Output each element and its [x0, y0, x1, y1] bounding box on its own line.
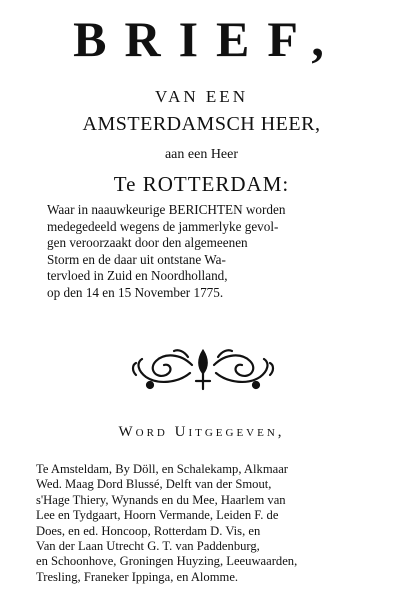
publisher-line: s'Hage Thiery, Wynands en du Mee, Haarlem van: [36, 492, 286, 507]
description-line: gen veroorzaakt door den algemeenen: [47, 235, 248, 250]
description-line: tervloed in Zuid en Noordholland,: [47, 268, 228, 283]
description-line: Waar in naauwkeurige BERICHTEN worden: [47, 202, 286, 217]
publisher-line: Van der Laan Utrecht G. T. van Paddenburg,: [36, 539, 260, 554]
subtitle-heer: AMSTERDAMSCH HEER,: [82, 113, 321, 135]
subtitle-van-een: VAN EEN: [155, 87, 248, 106]
publisher-line: Does, en ed. Honcoop, Rotterdam D. Vis, en: [36, 523, 261, 538]
publisher-line: en Schoonhove, Groningen Huyzing, Leeuwaarden,: [36, 554, 298, 569]
description-line: medegedeeld wegens de jammerlyke gevol-: [47, 218, 279, 234]
word-uitgegeven: Word Uitgegeven,: [118, 424, 285, 440]
description-line: Storm en de daar uit ontstane Wa-: [47, 251, 226, 267]
description-line: op den 14 en 15 November 1775.: [47, 284, 224, 300]
publisher-line: Lee en Tydgaart, Hoorn Vermande, Leiden F. de: [36, 508, 279, 523]
subtitle-aan: aan een Heer: [164, 147, 239, 162]
description: [47, 202, 367, 301]
publisher-line: Wed. Maag Dord Blussé, Delft van der Smout,: [36, 477, 272, 492]
subtitle-city: Te ROTTERDAM:: [113, 172, 290, 196]
ornament-icon: [128, 345, 278, 393]
publisher-line: Te Amsteldam, By Döll, en Schalekamp, Alkmaar: [36, 462, 288, 476]
title: BRIEF,: [73, 11, 342, 67]
publisher-line: Tresling, Franeker Ippinga, en Alomme.: [36, 569, 239, 584]
publishers: [36, 462, 366, 585]
